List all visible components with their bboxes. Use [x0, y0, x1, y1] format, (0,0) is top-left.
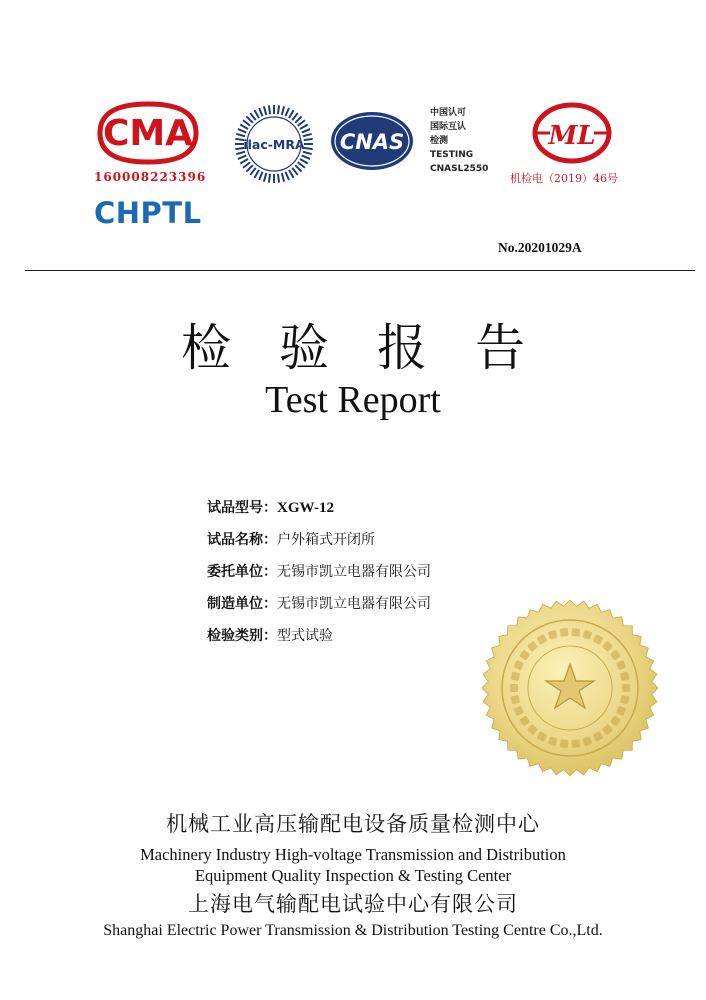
svg-text:ML: ML: [548, 121, 596, 151]
ilac-mra-logo: [232, 102, 316, 186]
title-chinese: 检验报告: [181, 319, 573, 377]
cnas-line: 国际互认: [430, 122, 467, 132]
field-manufacturer: [207, 594, 431, 626]
ml-logo: [530, 100, 614, 166]
laboratory-chinese: 上海电气输配电试验中心有限公司: [188, 892, 518, 916]
cma-logo: [92, 100, 204, 166]
cnas-logo: [329, 110, 415, 172]
chptl-logo: CHPTL: [94, 196, 202, 230]
organization-chinese: 机械工业高压输配电设备质量检测中心: [166, 812, 540, 836]
field-label: 试品名称：: [207, 532, 277, 548]
svg-text:CNAS: CNAS: [339, 130, 405, 154]
field-sample-model: [207, 498, 431, 530]
field-sample-name: [207, 530, 431, 562]
field-client: [207, 562, 431, 594]
field-value: XGW-12: [277, 500, 334, 516]
gold-embossed-seal: [480, 598, 660, 778]
field-label: 试品型号：: [207, 500, 277, 516]
cnas-line: 中国认可: [430, 108, 467, 118]
field-label: 制造单位：: [207, 596, 277, 612]
field-value: 户外箱式开闭所: [277, 532, 375, 548]
organization-english-line: Machinery Industry High-voltage Transmission and Distribution: [140, 845, 566, 864]
field-test-type: [207, 626, 431, 658]
field-value: 无锡市凯立电器有限公司: [277, 564, 431, 580]
report-number: No.20201029A: [498, 240, 582, 255]
organization-english-line: Equipment Quality Inspection & Testing Center: [194, 866, 512, 885]
cma-number: 160008223396: [94, 170, 207, 184]
field-label: 委托单位：: [207, 564, 277, 580]
field-value: 型式试验: [277, 628, 333, 644]
sample-info: [207, 498, 431, 658]
ml-caption: 机检电（2019）46号: [510, 172, 618, 185]
laboratory-english: Shanghai Electric Power Transmission & Distribution Testing Centre Co.,Ltd.: [103, 922, 603, 939]
cnas-line: CNASL2550: [430, 164, 489, 174]
svg-text:ilac-MRA: ilac-MRA: [243, 137, 305, 152]
title-english: Test Report: [265, 379, 441, 421]
cnas-line: 检测: [430, 136, 449, 146]
svg-text:CMA: CMA: [102, 113, 194, 154]
field-label: 检验类别：: [207, 628, 277, 644]
organization-english: [0, 844, 706, 886]
header-divider: [25, 270, 695, 271]
field-value: 无锡市凯立电器有限公司: [277, 596, 431, 612]
cnas-line: TESTING: [430, 150, 474, 160]
cnas-accreditation-text: [430, 106, 488, 176]
